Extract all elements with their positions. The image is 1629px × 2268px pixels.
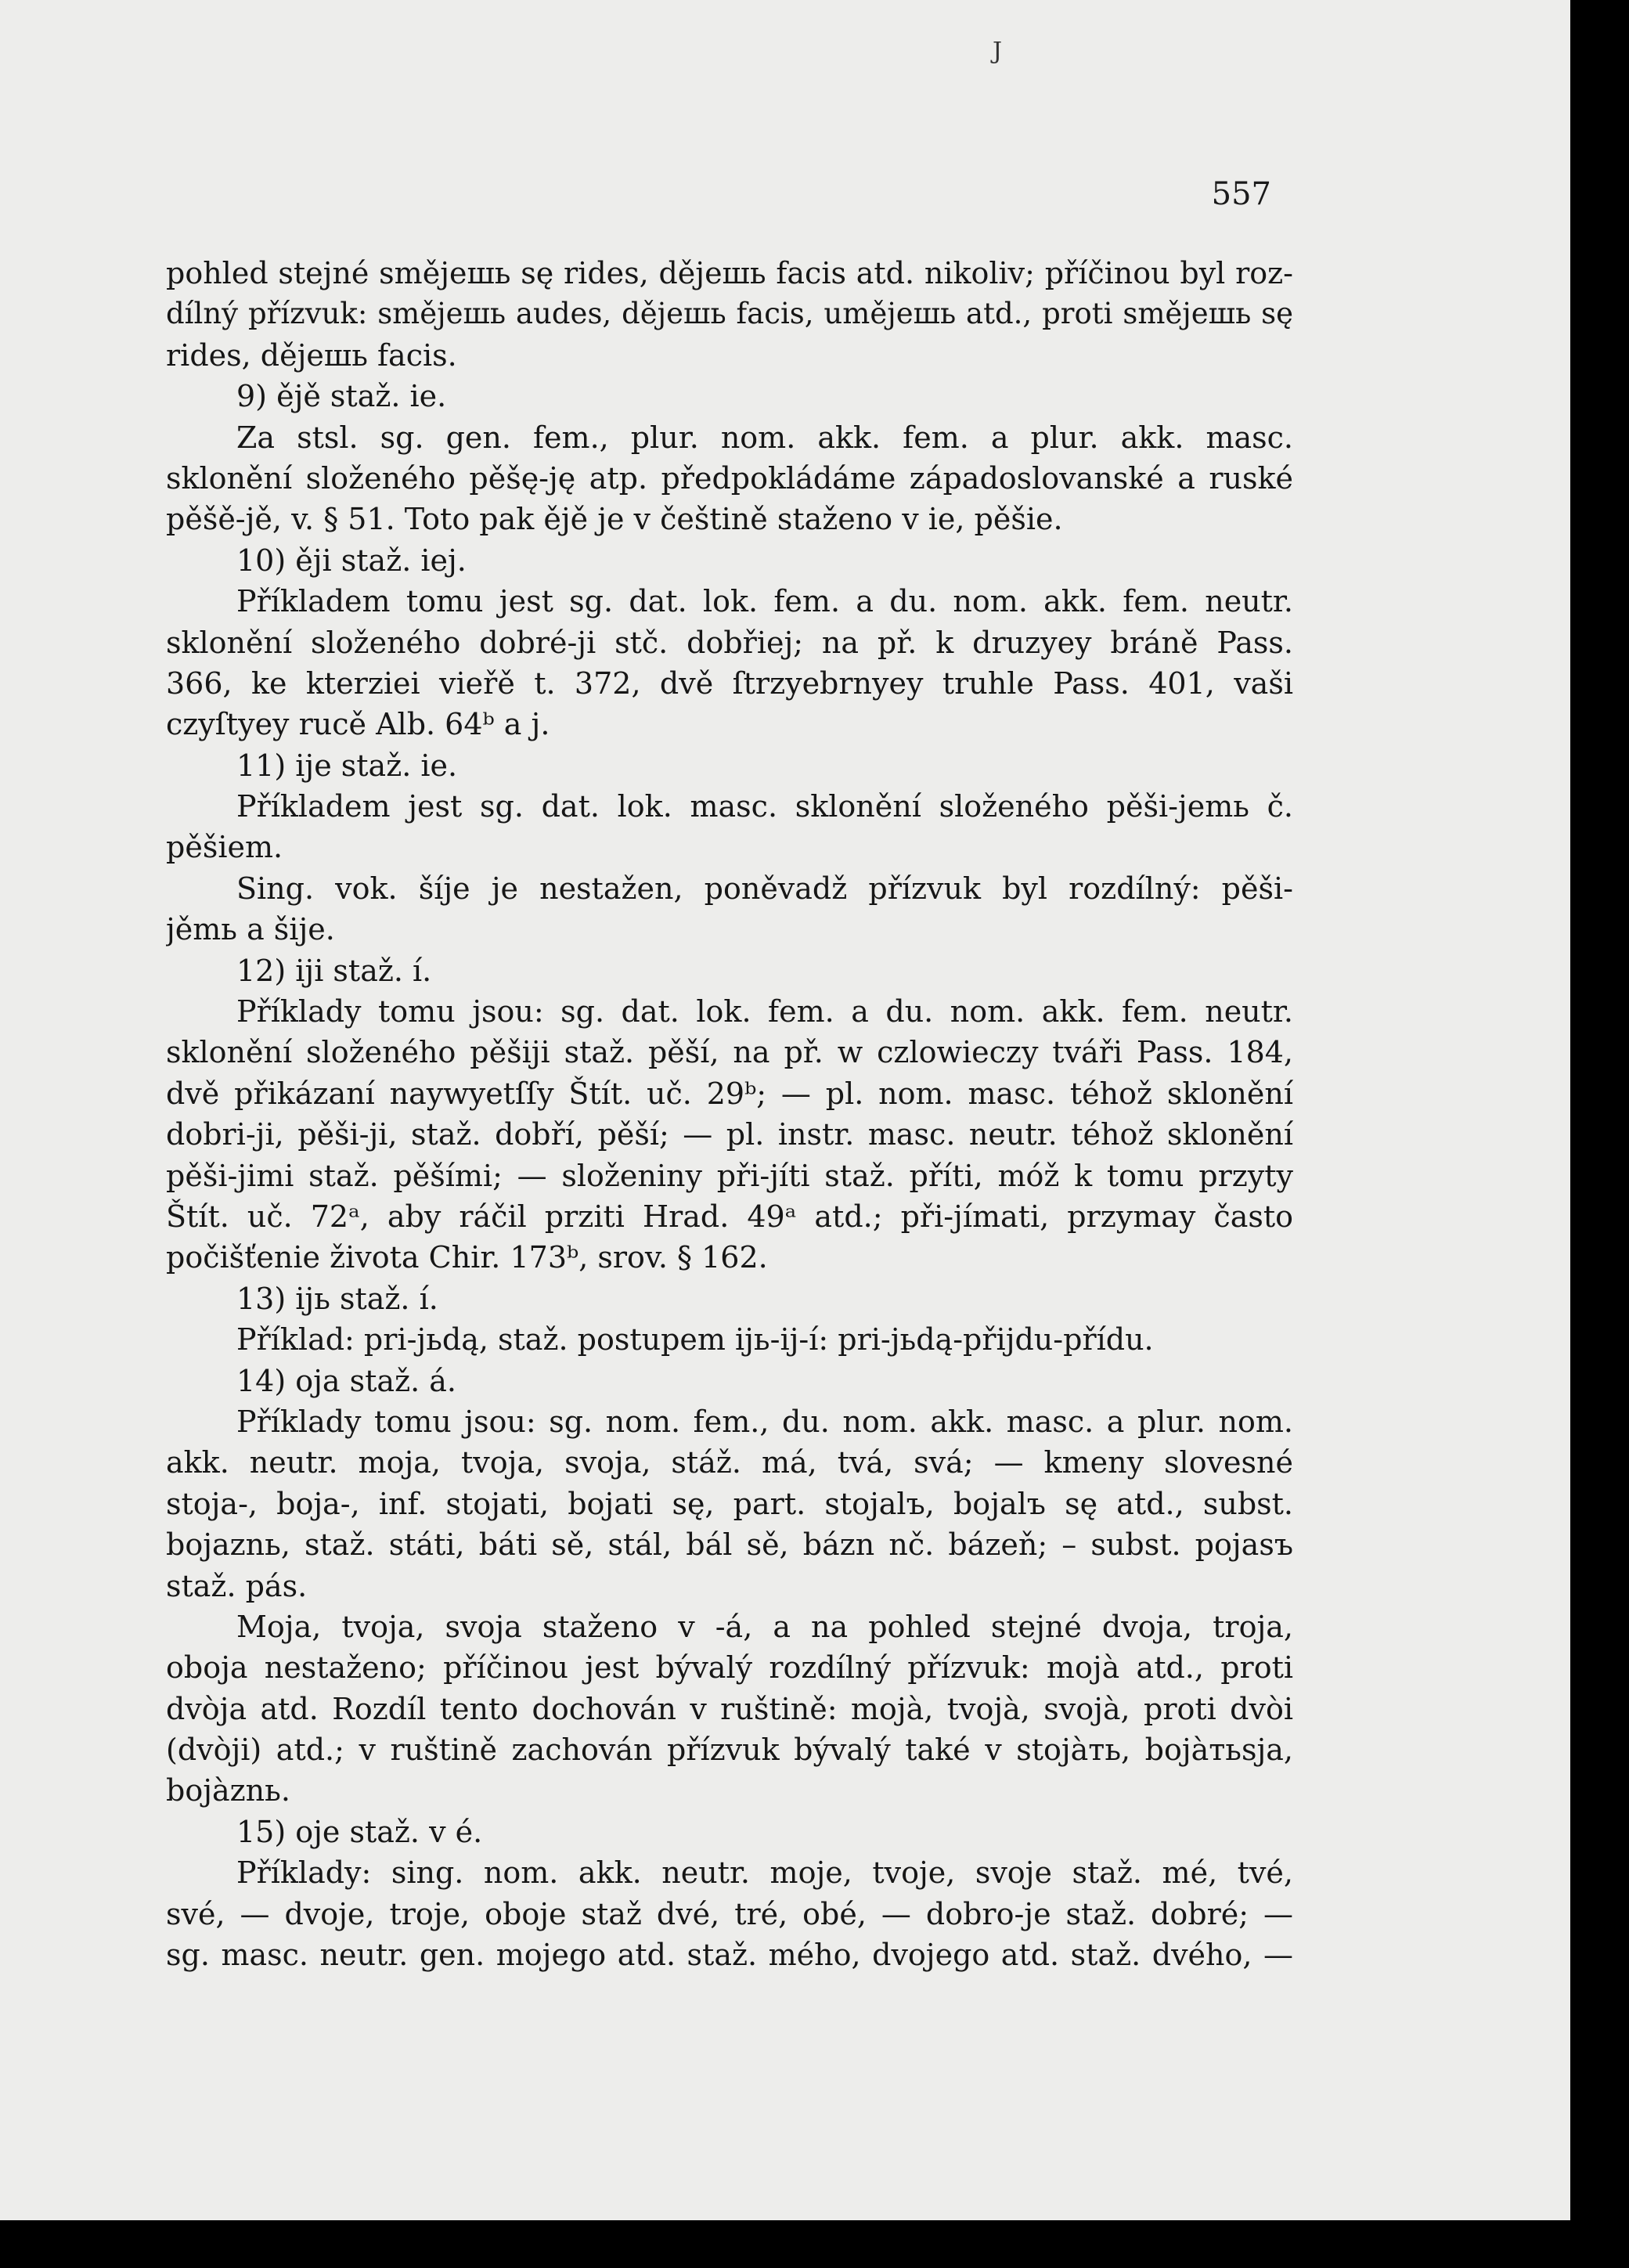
text-line: 366, ke kterziei vieřě t. 372, dvě ſtrzyebrnyey truhle Pass. 401, vaši: [166, 665, 1293, 701]
text-line: počišťenie života Chir. 173ᵇ, srov. § 162.: [166, 1240, 768, 1275]
text-line: czyſtyey rucě Alb. 64ᵇ a j.: [166, 707, 550, 742]
text-line: (dvòji) atd.; v ruštině zachován přízvuk bývalý také v stojàть, bojàтьsja,: [166, 1733, 1293, 1768]
text-line: rides, dějешь facis.: [166, 337, 457, 373]
stray-ink-mark: J: [993, 38, 1003, 65]
text-line: Příkladem jest sg. dat. lok. masc. sklonění složeného pěši-jemь č.: [236, 789, 1293, 824]
page-number: 557: [1211, 176, 1271, 212]
text-line: své, — dvoje, troje, oboje staž dvé, tré, obé, — dobro-je staž. dobré; —: [166, 1896, 1293, 1931]
text-line: jěmь a šije.: [166, 912, 335, 947]
text-line: Za stsl. sg. gen. fem., plur. nom. akk. fem. a plur. akk. masc.: [236, 420, 1293, 455]
text-line: Příklady: sing. nom. akk. neutr. moje, tvoje, svoje staž. mé, tvé,: [236, 1855, 1293, 1891]
text-line: Štít. uč. 72ᵃ, aby ráčil prziti Hrad. 49ᵃ atd.; při-jímati, przymay často: [166, 1199, 1293, 1234]
text-line: 9) ějě staž. ie.: [236, 379, 447, 414]
text-line: Příkladem tomu jest sg. dat. lok. fem. a du. nom. akk. fem. neutr.: [236, 584, 1293, 619]
body-text: [166, 253, 1293, 1975]
text-line: akk. neutr. moja, tvoja, svoja, stáž. má, tvá, svá; — kmeny slovesné: [166, 1445, 1293, 1480]
text-line: pěši-jimi staž. pěšími; — složeniny při-jíti staž. příti, móž k tomu przyty: [166, 1158, 1293, 1193]
text-line: pohled stejné smějешь sę rides, dějешь facis atd. nikoliv; příčinou byl roz-: [166, 256, 1293, 290]
text-line: oboja nestaženo; příčinou jest bývalý rozdílný přízvuk: mojà atd., proti: [166, 1650, 1293, 1686]
text-line: Příklady tomu jsou: sg. nom. fem., du. nom. akk. masc. a plur. nom.: [236, 1404, 1293, 1439]
text-line: 12) iji staž. í.: [236, 953, 432, 988]
text-line: sklonění složeného pěšę-ję atp. předpokládáme západoslovanské a ruské: [166, 460, 1293, 496]
text-line: dvòja atd. Rozdíl tento dochován v ruštině: mojà, tvojà, svojà, proti dvòi: [166, 1691, 1293, 1726]
text-line: dvě přikázaní naywyetſſy Štít. uč. 29ᵇ; — pl. nom. masc. téhož sklonění: [166, 1076, 1293, 1111]
text-line: 15) oje staž. v é.: [236, 1814, 483, 1849]
text-line: Sing. vok. šíje je nestažen, poněvadž přízvuk byl rozdílný: pěši-: [236, 871, 1293, 906]
text-line: sklonění složeného dobré-ji stč. dobřiej; na př. k druzyey bráně Pass.: [166, 625, 1293, 660]
text-line: 13) ijь staž. í.: [236, 1281, 438, 1316]
text-line: pěšiem.: [166, 830, 283, 865]
text-line: dobri-ji, pěši-ji, staž. dobří, pěší; — pl. instr. masc. neutr. téhož sklonění: [166, 1117, 1293, 1152]
text-line: Příklad: pri-jьdą, staž. postupem ijь-ij-í: pri-jьdą-přijdu-přídu.: [236, 1322, 1154, 1358]
text-line: Moja, tvoja, svoja staženo v -á, a na pohled stejné dvoja, troja,: [236, 1609, 1293, 1644]
text-line: dílný přízvuk: smějешь audes, dějешь facis, umějешь atd., proti smějешь sę: [166, 297, 1293, 331]
text-line: bojaznь, staž. státi, báti sě, stál, bál sě, bázn nč. bázeň; – subst. pojasъ: [166, 1527, 1293, 1563]
text-line: staž. pás.: [166, 1568, 308, 1603]
text-line: bojàznь.: [166, 1773, 290, 1808]
text-line: Příklady tomu jsou: sg. dat. lok. fem. a du. nom. akk. fem. neutr.: [236, 994, 1293, 1029]
text-line: stoja-, boja-, inf. stojati, bojati sę, part. stojalъ, bojalъ sę atd., subst.: [166, 1486, 1293, 1521]
text-line: sklonění složeného pěšiji staž. pěší, na př. w czlowieczy tváři Pass. 184,: [166, 1035, 1293, 1070]
text-line: 10) ěji staž. iej.: [236, 543, 467, 578]
text-line: 11) ije staž. ie.: [236, 748, 458, 783]
text-line: sg. masc. neutr. gen. mojego atd. staž. mého, dvojego atd. staž. dvého, —: [166, 1938, 1293, 1973]
text-line: 14) oja staž. á.: [236, 1363, 456, 1398]
text-line: pěšě-jě, v. § 51. Toto pak ějě je v češtině staženo v ie, pěšie.: [166, 502, 1063, 537]
